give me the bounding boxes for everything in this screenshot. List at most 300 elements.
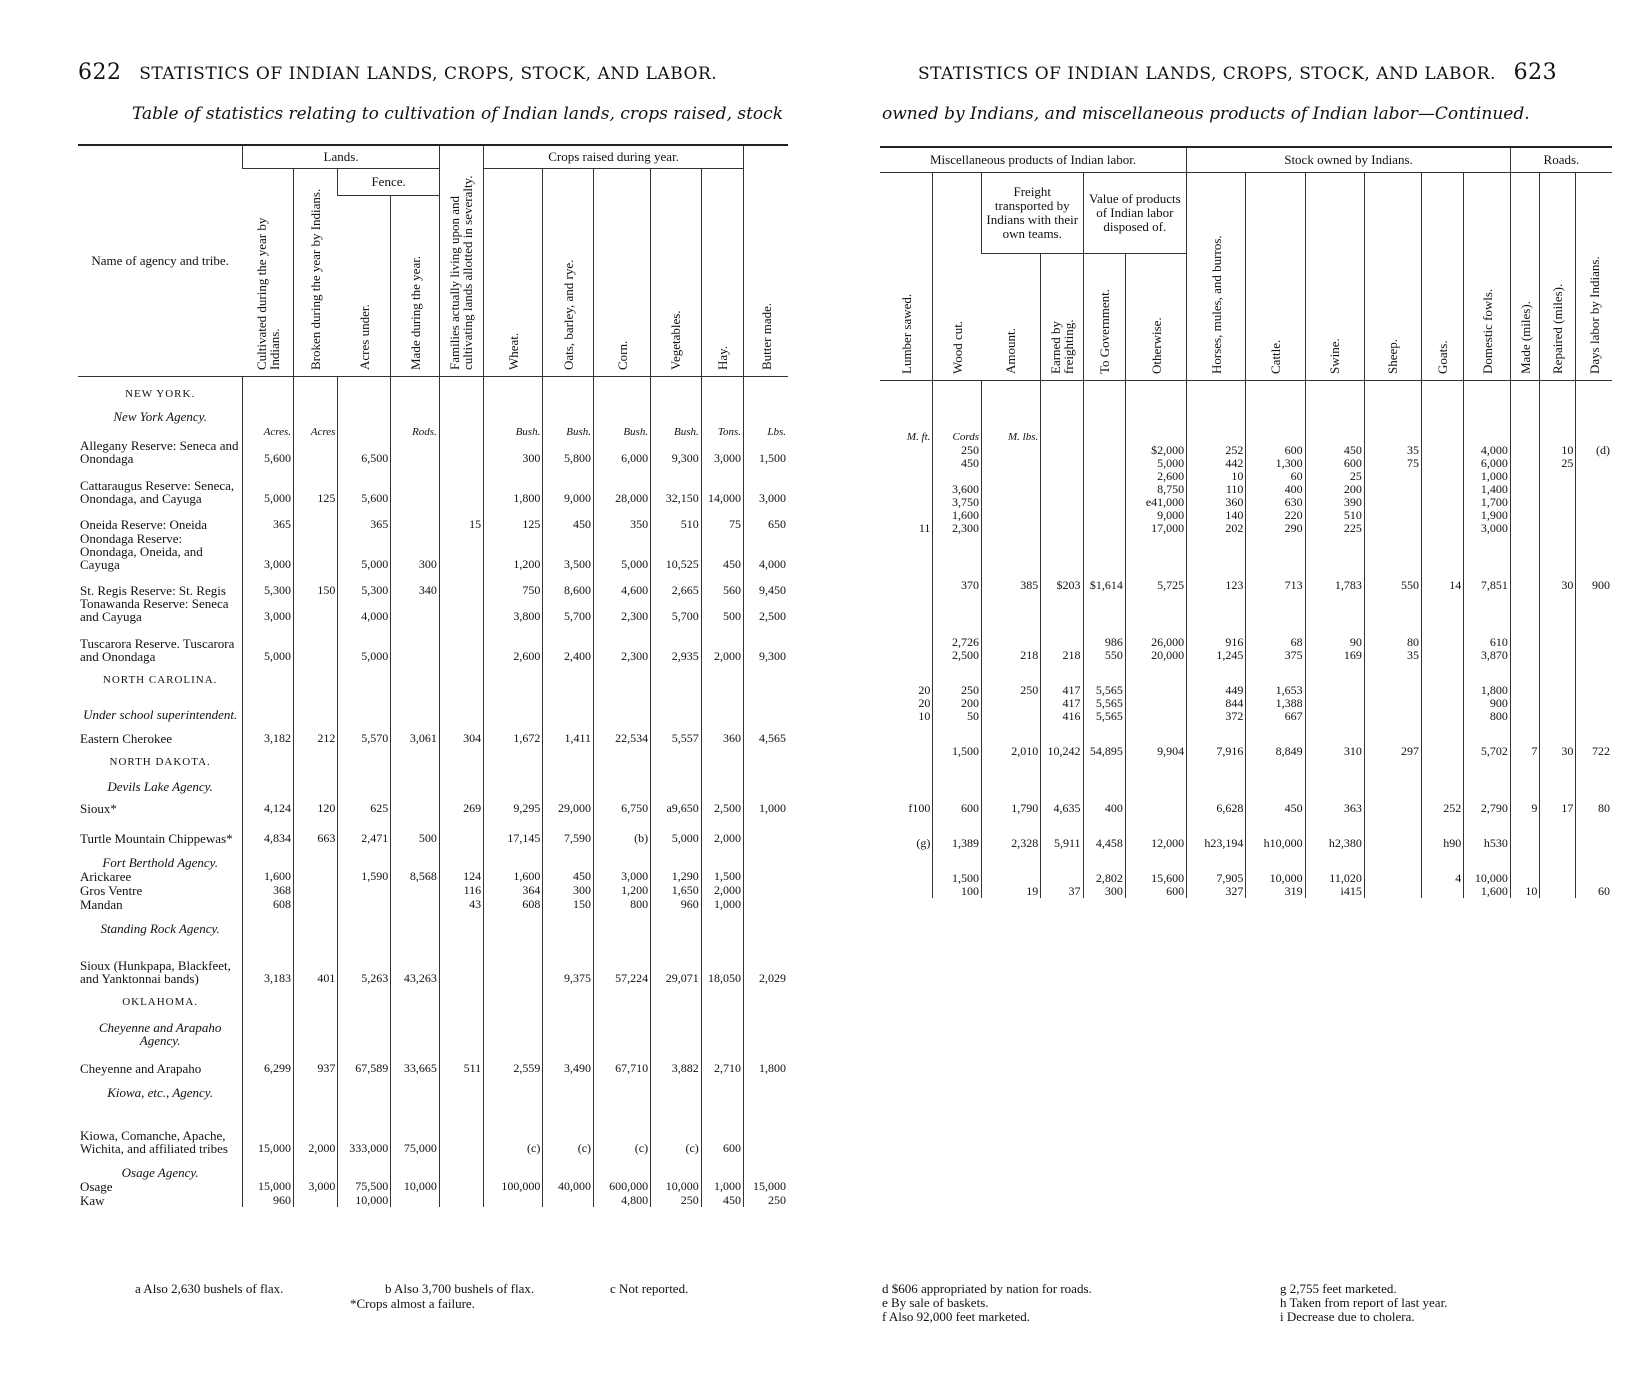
data-cell	[439, 623, 483, 663]
data-cell: 2,010	[982, 745, 1041, 758]
data-cell: 5,000	[243, 465, 294, 505]
data-cell: 363	[1305, 802, 1364, 815]
data-cell: 269	[439, 793, 483, 815]
data-cell: 15	[439, 505, 483, 531]
data-cell	[1576, 837, 1612, 850]
empty-cell	[701, 745, 743, 769]
empty-cell	[391, 985, 440, 1009]
empty-cell	[651, 401, 702, 423]
row-name: St. Regis Reserve: St. Regis	[80, 582, 226, 598]
empty-cell	[1305, 815, 1364, 837]
table-row	[78, 597, 788, 623]
empty-cell	[1083, 662, 1125, 684]
data-cell: 80	[1576, 802, 1612, 815]
header-freight-amount: Amount.	[982, 254, 1041, 381]
empty-cell	[1510, 815, 1540, 837]
data-cell: (c)	[594, 1099, 651, 1155]
data-cell	[1576, 636, 1612, 649]
empty-cell	[701, 911, 743, 935]
table-row	[78, 1009, 788, 1047]
data-cell	[1364, 837, 1421, 850]
table-row	[78, 1075, 788, 1099]
empty-cell	[243, 1075, 294, 1099]
data-cell: 2,000	[701, 623, 743, 663]
data-cell: 10	[1510, 885, 1540, 898]
table-row	[880, 758, 1612, 780]
empty-cell	[1041, 850, 1083, 872]
data-cell	[1041, 483, 1083, 496]
row-name: Sioux (Hunkpapa, Blackfeet, and Yanktonnai bands)	[80, 957, 231, 986]
empty-cell	[982, 758, 1041, 780]
data-cell: 30	[1540, 745, 1576, 758]
data-cell: 844	[1187, 697, 1246, 710]
misc-header: Miscellaneous products of Indian labor.	[880, 147, 1187, 173]
data-cell	[1125, 710, 1186, 723]
data-cell: 17,145	[484, 815, 543, 845]
data-cell: 1,653	[1246, 684, 1305, 697]
empty-cell	[1041, 723, 1083, 745]
data-cell: (c)	[651, 1099, 702, 1155]
data-cell: 600	[701, 1099, 743, 1155]
data-cell	[1421, 496, 1463, 509]
data-cell	[1041, 509, 1083, 522]
data-cell: 1,300	[1246, 457, 1305, 470]
empty-cell	[243, 985, 294, 1009]
empty-cell	[701, 985, 743, 1009]
empty-cell	[1540, 723, 1576, 745]
empty-cell	[880, 815, 933, 837]
empty-cell	[243, 1155, 294, 1179]
data-cell	[1364, 470, 1421, 483]
data-cell: 10	[1540, 444, 1576, 457]
data-cell: 650	[744, 505, 788, 531]
state-heading: NORTH CAROLINA.	[102, 673, 218, 686]
data-cell: 500	[391, 815, 440, 845]
data-cell: 5,565	[1083, 684, 1125, 697]
data-cell: 250	[933, 444, 982, 457]
data-cell	[982, 710, 1041, 723]
data-cell: 3,000	[1464, 522, 1511, 535]
empty-cell	[744, 377, 788, 401]
empty-cell	[701, 377, 743, 401]
empty-cell	[1464, 592, 1511, 614]
data-cell: 20,000	[1125, 649, 1186, 662]
data-cell: 6,500	[338, 439, 391, 465]
data-cell	[1421, 483, 1463, 496]
empty-cell	[1246, 780, 1305, 802]
empty-cell	[484, 663, 543, 687]
empty-cell	[1540, 557, 1576, 579]
data-cell	[1540, 710, 1576, 723]
empty-cell	[1464, 557, 1511, 579]
data-cell	[1083, 444, 1125, 457]
right-page	[860, 0, 1649, 1380]
header-families: Families actually living upon and cultivating lands allotted in severalty.	[439, 145, 483, 377]
data-cell: h2,380	[1305, 837, 1364, 850]
data-cell: 5,725	[1125, 579, 1186, 592]
empty-cell	[294, 663, 338, 687]
empty-cell	[744, 985, 788, 1009]
data-cell: 5,700	[543, 597, 594, 623]
data-cell: 100	[933, 885, 982, 898]
data-cell: 2,500	[701, 793, 743, 815]
data-cell: 6,000	[594, 439, 651, 465]
data-cell	[391, 439, 440, 465]
data-cell: 3,000	[243, 597, 294, 623]
empty-cell	[1083, 780, 1125, 802]
data-cell	[294, 505, 338, 531]
table-row	[78, 793, 788, 815]
table-row	[880, 837, 1612, 850]
state-heading: NORTH DAKOTA.	[109, 755, 211, 768]
data-cell: 2,710	[701, 1047, 743, 1075]
table-row	[880, 850, 1612, 872]
unit-label: Bush.	[484, 423, 543, 439]
data-cell: 2,802	[1083, 872, 1125, 885]
empty-cell	[651, 985, 702, 1009]
row-name: Turtle Mountain Chippewas*	[80, 830, 233, 846]
data-cell: 368	[243, 883, 294, 897]
data-cell: 5,000	[651, 815, 702, 845]
empty-cell	[1246, 614, 1305, 636]
data-cell: 43	[439, 897, 483, 911]
empty-cell	[933, 850, 982, 872]
data-cell: 370	[933, 579, 982, 592]
empty-cell	[338, 845, 391, 869]
empty-cell	[1510, 614, 1540, 636]
unit-label: Acres	[294, 423, 338, 439]
data-cell	[744, 1099, 788, 1155]
data-cell	[1041, 470, 1083, 483]
data-cell: 1,600	[243, 869, 294, 883]
table-row	[880, 381, 1612, 410]
data-cell: 365	[338, 505, 391, 531]
data-cell	[1364, 710, 1421, 723]
data-cell: 400	[1083, 802, 1125, 815]
data-cell: 400	[1246, 483, 1305, 496]
empty-cell	[933, 409, 982, 431]
freight-header: Freight transported by Indians with their own teams.	[982, 173, 1084, 254]
data-cell: 385	[982, 579, 1041, 592]
empty-cell	[1041, 409, 1083, 431]
table-row	[78, 439, 788, 465]
data-cell: 90	[1305, 636, 1364, 649]
table-row	[78, 883, 788, 897]
data-cell	[391, 1193, 440, 1207]
empty-cell	[1364, 815, 1421, 837]
empty-cell	[1421, 723, 1463, 745]
table-row	[880, 885, 1612, 898]
data-cell: 3,000	[744, 465, 788, 505]
empty-cell	[1305, 758, 1364, 780]
empty-cell	[1364, 758, 1421, 780]
data-cell: 10,525	[651, 531, 702, 571]
unit-label: Bush.	[651, 423, 702, 439]
data-cell: (c)	[484, 1099, 543, 1155]
crops-header: Crops raised during year.	[484, 145, 744, 169]
empty-cell	[933, 557, 982, 579]
data-cell: 15,600	[1125, 872, 1186, 885]
unit-label	[1421, 431, 1463, 444]
table-row	[78, 687, 788, 721]
empty-cell	[982, 723, 1041, 745]
data-cell	[1540, 697, 1576, 710]
data-cell	[1421, 684, 1463, 697]
data-cell: 1,800	[484, 465, 543, 505]
data-cell: 4,000	[744, 531, 788, 571]
data-cell	[1421, 522, 1463, 535]
table-row	[880, 802, 1612, 815]
data-cell: 2,000	[294, 1099, 338, 1155]
data-cell	[880, 872, 933, 885]
empty-cell	[1576, 592, 1612, 614]
data-cell: 3,000	[243, 531, 294, 571]
data-cell: 29,071	[651, 935, 702, 985]
data-cell	[1421, 745, 1463, 758]
unit-label	[439, 423, 483, 439]
lands-header: Lands.	[243, 145, 440, 169]
footnote-a: a Also 2,630 bushels of flax.	[135, 1281, 284, 1296]
empty-cell	[880, 723, 933, 745]
right-running-head	[918, 60, 1557, 85]
data-cell	[391, 623, 440, 663]
empty-cell	[651, 911, 702, 935]
data-cell: 9,904	[1125, 745, 1186, 758]
data-cell: 8,600	[543, 571, 594, 597]
empty-cell	[1421, 758, 1463, 780]
table-row	[78, 985, 788, 1009]
header-freight-earned: Earned by freighting.	[1041, 254, 1083, 381]
data-cell: 4,635	[1041, 802, 1083, 815]
data-cell: 800	[594, 897, 651, 911]
data-cell: 1,388	[1246, 697, 1305, 710]
data-cell	[391, 793, 440, 815]
empty-cell	[294, 769, 338, 793]
header-fence-made: Made during the year.	[391, 196, 440, 377]
data-cell: 5,570	[338, 721, 391, 745]
data-cell	[1510, 457, 1540, 470]
data-cell	[294, 883, 338, 897]
empty-cell	[1187, 780, 1246, 802]
empty-cell	[338, 401, 391, 423]
data-cell: 5,000	[1125, 457, 1186, 470]
data-cell: 5,600	[243, 439, 294, 465]
empty-cell	[1576, 850, 1612, 872]
empty-cell	[594, 1155, 651, 1179]
data-cell	[1540, 684, 1576, 697]
empty-cell	[1464, 535, 1511, 557]
empty-cell	[1421, 535, 1463, 557]
table-row	[78, 663, 788, 687]
empty-cell	[1510, 662, 1540, 684]
empty-cell	[744, 401, 788, 423]
empty-cell	[1125, 557, 1186, 579]
data-cell: 365	[243, 505, 294, 531]
data-cell	[1540, 483, 1576, 496]
empty-cell	[982, 592, 1041, 614]
data-cell	[294, 869, 338, 883]
empty-cell	[543, 1155, 594, 1179]
empty-cell	[1510, 535, 1540, 557]
data-cell	[1510, 483, 1540, 496]
header-made-miles: Made (miles).	[1510, 173, 1540, 381]
data-cell	[982, 470, 1041, 483]
table-row	[880, 815, 1612, 837]
empty-cell	[1187, 662, 1246, 684]
empty-cell	[543, 401, 594, 423]
data-cell: 667	[1246, 710, 1305, 723]
data-cell: 15,000	[243, 1099, 294, 1155]
table-row	[78, 401, 788, 423]
empty-cell	[1364, 409, 1421, 431]
data-cell: 250	[744, 1193, 788, 1207]
data-cell: 600	[1246, 444, 1305, 457]
data-cell: 7,590	[543, 815, 594, 845]
empty-cell	[982, 614, 1041, 636]
data-cell: 900	[1576, 579, 1612, 592]
empty-cell	[484, 687, 543, 721]
data-cell: 15,000	[744, 1179, 788, 1193]
empty-cell	[1125, 723, 1186, 745]
table-row	[880, 592, 1612, 614]
empty-cell	[1041, 758, 1083, 780]
empty-cell	[1083, 758, 1125, 780]
table-row	[880, 723, 1612, 745]
table-row	[78, 1099, 788, 1155]
data-cell: 200	[1305, 483, 1364, 496]
empty-cell	[439, 745, 483, 769]
data-cell: 252	[1421, 802, 1463, 815]
data-cell: 14	[1421, 579, 1463, 592]
empty-cell	[338, 1155, 391, 1179]
data-cell: 310	[1305, 745, 1364, 758]
data-cell	[1540, 470, 1576, 483]
header-lumber: Lumber sawed.	[880, 173, 933, 381]
empty-cell	[1576, 535, 1612, 557]
empty-cell	[294, 845, 338, 869]
empty-cell	[1187, 592, 1246, 614]
empty-cell	[880, 381, 933, 410]
empty-cell	[1125, 592, 1186, 614]
empty-cell	[651, 377, 702, 401]
data-cell: 3,600	[933, 483, 982, 496]
data-cell	[1083, 470, 1125, 483]
data-cell: 319	[1246, 885, 1305, 898]
empty-cell	[933, 381, 982, 410]
data-cell: 32,150	[651, 465, 702, 505]
data-cell: 1,900	[1464, 509, 1511, 522]
data-cell: 54,895	[1083, 745, 1125, 758]
empty-cell	[594, 1075, 651, 1099]
empty-cell	[594, 401, 651, 423]
data-cell: 1,800	[744, 1047, 788, 1075]
data-cell	[484, 1193, 543, 1207]
empty-cell	[338, 687, 391, 721]
data-cell: 450	[1305, 444, 1364, 457]
empty-cell	[701, 1075, 743, 1099]
data-cell: 5,800	[543, 439, 594, 465]
data-cell	[1576, 697, 1612, 710]
empty-cell	[1187, 614, 1246, 636]
row-name: Tonawanda Reserve: Seneca and Cayuga	[80, 595, 229, 624]
data-cell: 417	[1041, 684, 1083, 697]
empty-cell	[1187, 557, 1246, 579]
data-cell	[1576, 522, 1612, 535]
data-cell: 360	[701, 721, 743, 745]
empty-cell	[701, 769, 743, 793]
empty-cell	[1305, 723, 1364, 745]
data-cell	[1510, 710, 1540, 723]
data-cell	[1540, 649, 1576, 662]
data-cell: 417	[1041, 697, 1083, 710]
agency-heading: Kiowa, etc., Agency.	[107, 1084, 214, 1100]
data-cell	[1576, 684, 1612, 697]
data-cell: 663	[294, 815, 338, 845]
empty-cell	[439, 1075, 483, 1099]
table-row	[880, 535, 1612, 557]
empty-cell	[744, 1009, 788, 1047]
empty-cell	[484, 911, 543, 935]
empty-cell	[1187, 723, 1246, 745]
empty-cell	[1305, 850, 1364, 872]
empty-cell	[543, 911, 594, 935]
data-cell: 2,000	[701, 815, 743, 845]
table-row	[78, 869, 788, 883]
empty-cell	[1464, 815, 1511, 837]
data-cell: 5,565	[1083, 710, 1125, 723]
table-row	[78, 769, 788, 793]
empty-cell	[338, 745, 391, 769]
data-cell	[1576, 509, 1612, 522]
empty-cell	[1576, 815, 1612, 837]
empty-cell	[1576, 780, 1612, 802]
empty-cell	[1041, 592, 1083, 614]
data-cell: 300	[543, 883, 594, 897]
footnote-h: h Taken from report of last year.	[1280, 1295, 1448, 1310]
data-cell: 2,400	[543, 623, 594, 663]
header-repaired-miles: Repaired (miles).	[1540, 173, 1576, 381]
empty-cell	[1083, 723, 1125, 745]
empty-cell	[651, 1075, 702, 1099]
data-cell: 10,000	[338, 1193, 391, 1207]
unit-label: M. ft.	[906, 431, 931, 443]
data-cell	[1421, 509, 1463, 522]
empty-cell	[1305, 780, 1364, 802]
data-cell: 124	[439, 869, 483, 883]
data-cell	[880, 885, 933, 898]
table-row	[78, 815, 788, 845]
data-cell: 511	[439, 1047, 483, 1075]
table-row	[880, 649, 1612, 662]
unit-label: Acres.	[243, 423, 294, 439]
data-cell: 8,568	[391, 869, 440, 883]
table-row	[78, 505, 788, 531]
empty-cell	[1041, 557, 1083, 579]
unit-label: Rods.	[391, 423, 440, 439]
row-name: Osage	[80, 1178, 113, 1194]
empty-cell	[1246, 723, 1305, 745]
data-cell: 3,800	[484, 597, 543, 623]
data-cell: 4,000	[338, 597, 391, 623]
data-cell	[1421, 697, 1463, 710]
empty-cell	[543, 985, 594, 1009]
data-cell: 1,000	[701, 897, 743, 911]
empty-cell	[651, 1155, 702, 1179]
empty-cell	[1540, 409, 1576, 431]
empty-cell	[1364, 662, 1421, 684]
data-cell: $203	[1041, 579, 1083, 592]
data-cell: 3,182	[243, 721, 294, 745]
